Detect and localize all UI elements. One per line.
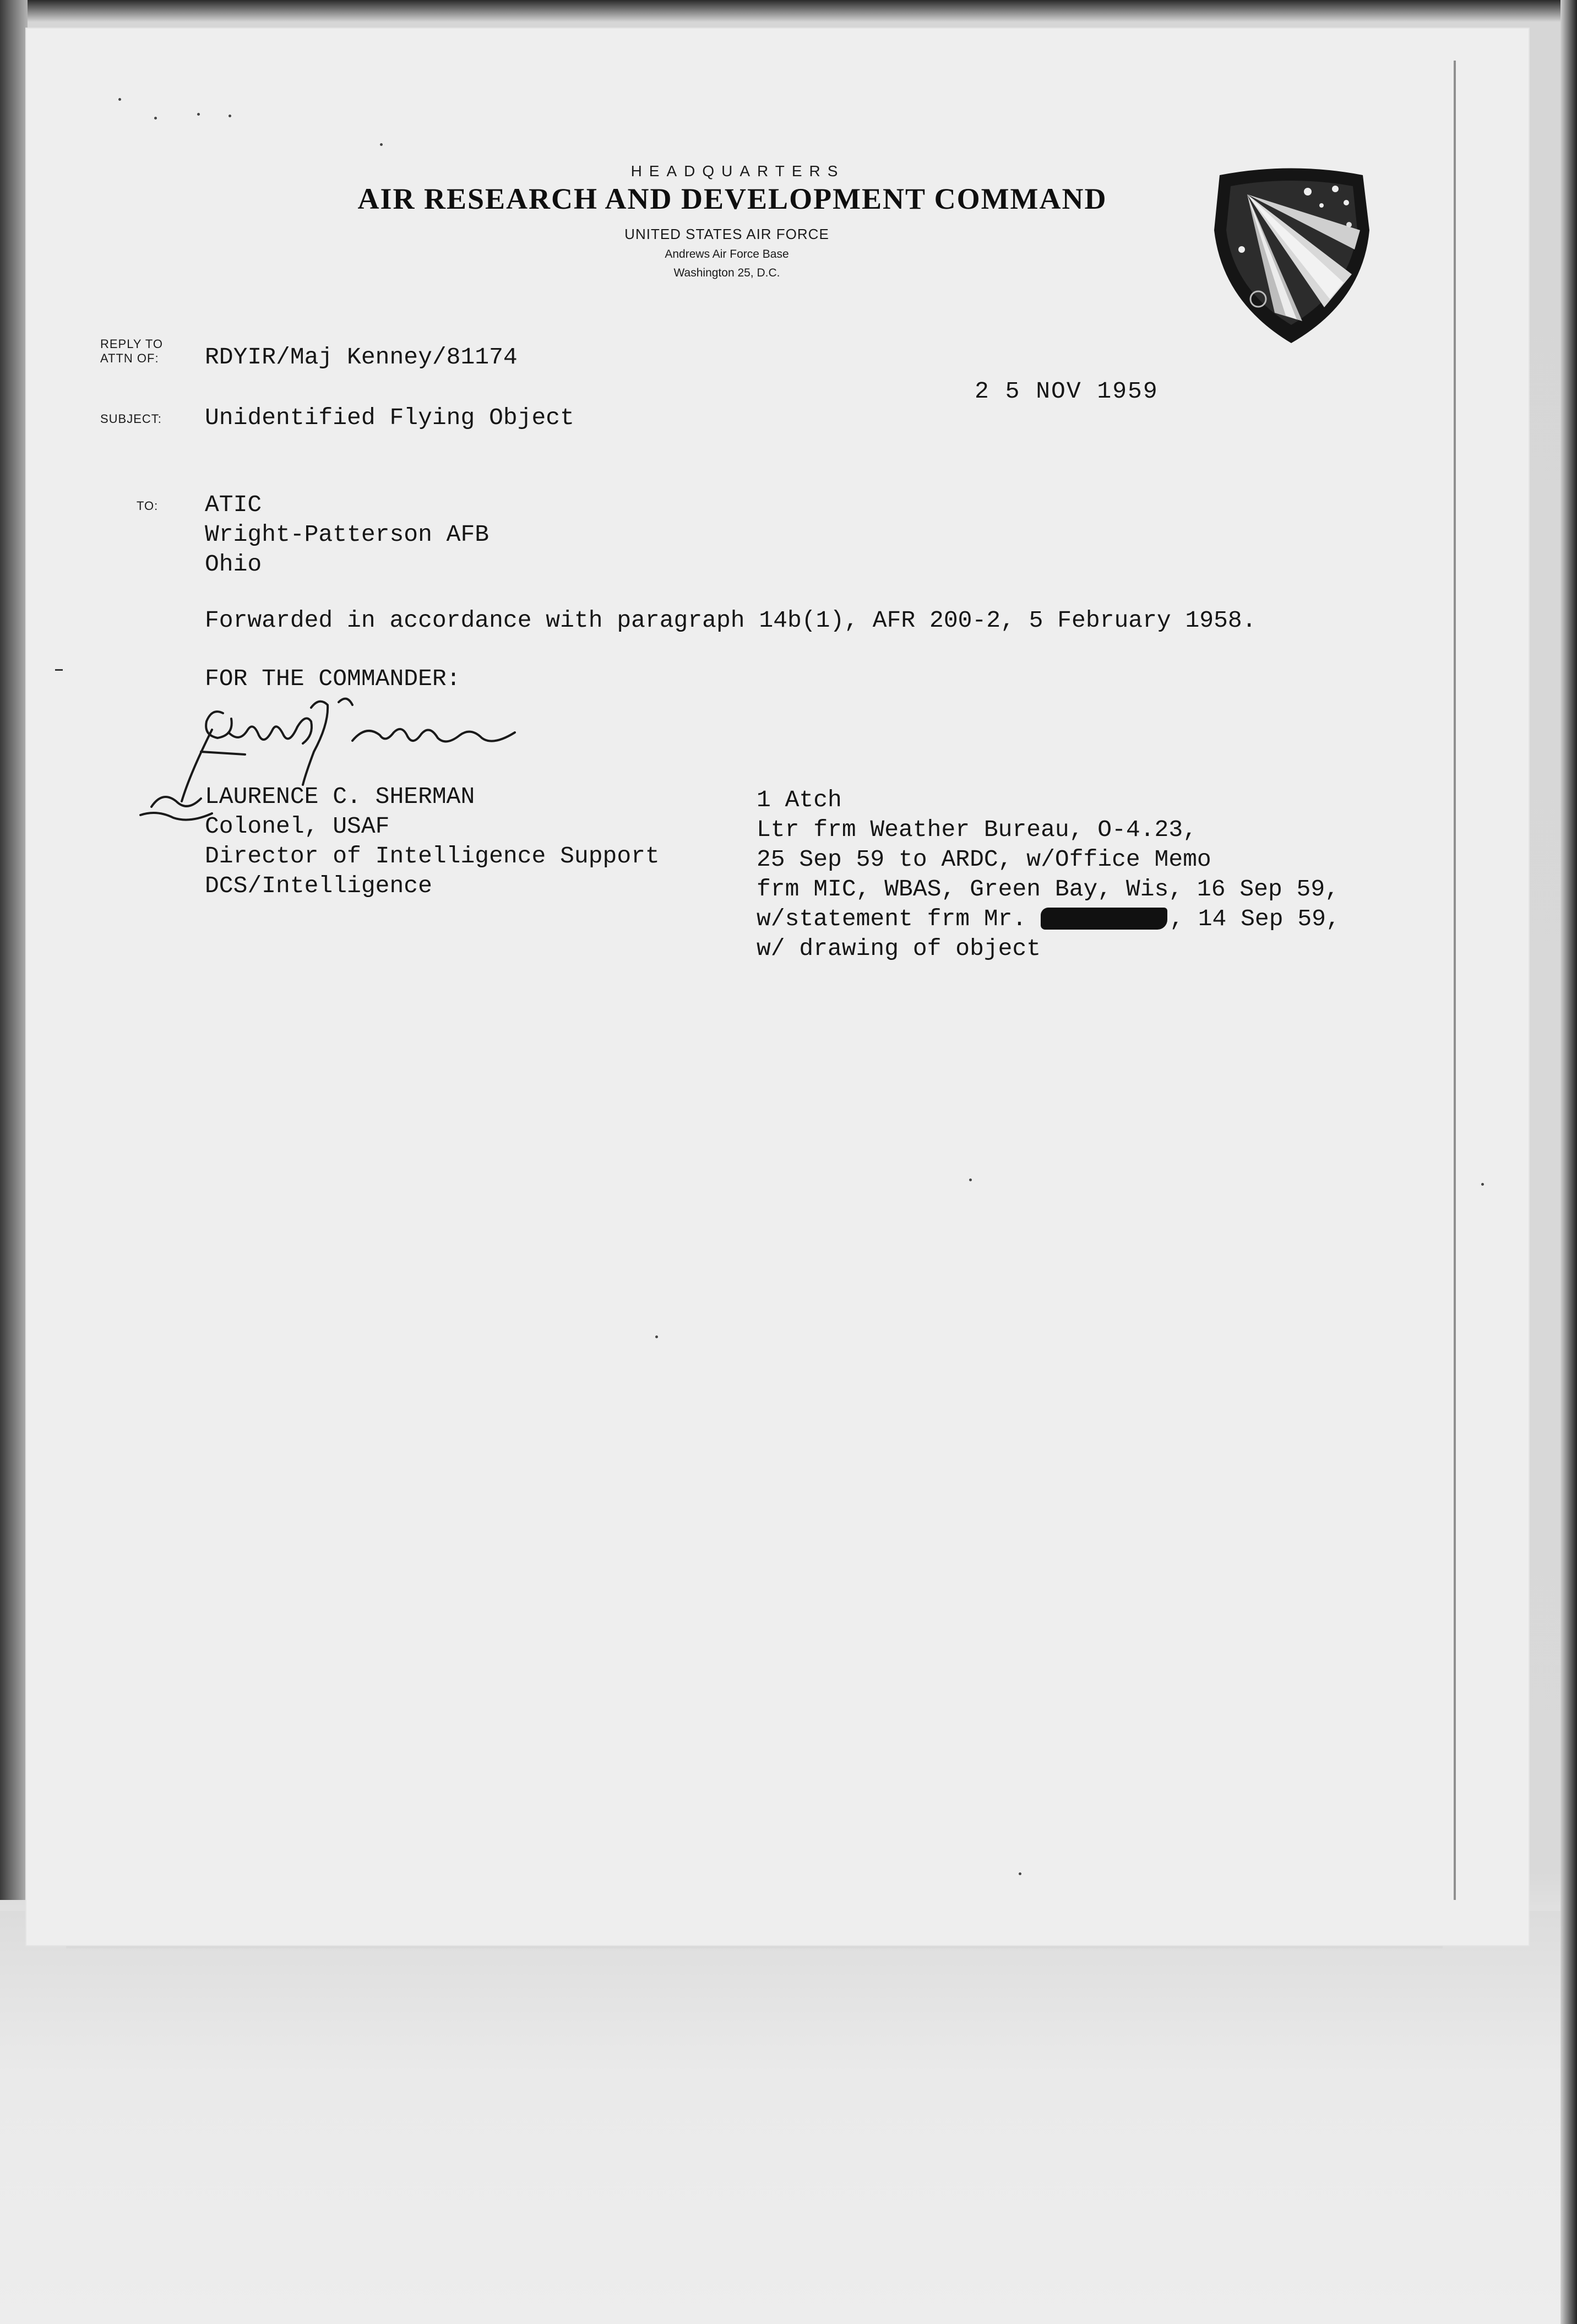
scan-lower-area (0, 1911, 1577, 2324)
addressee-line: Ohio (205, 551, 262, 578)
forwarding-statement: Forwarded in accordance with paragraph 14b(1), AFR 200-2, 5 February 1958. (205, 607, 1257, 634)
letterhead-command-title: AIR RESEARCH AND DEVELOPMENT COMMAND (357, 182, 1107, 215)
letterhead-base: Andrews Air Force Base (665, 248, 789, 260)
reply-to-label-line1: REPLY TO (100, 337, 163, 351)
for-the-commander: FOR THE COMMANDER: (205, 665, 461, 692)
letterhead-branch: UNITED STATES AIR FORCE (624, 226, 829, 242)
addressee-line: Wright-Patterson AFB (205, 521, 490, 548)
attachment-line-prefix: w/statement frm Mr. (757, 905, 1027, 932)
document-date: 2 5 NOV 1959 (975, 378, 1159, 405)
attachment-line-redacted (757, 904, 1340, 934)
letterhead-city: Washington 25, D.C. (673, 267, 780, 279)
to-label: TO: (137, 499, 159, 513)
attachment-line: 1 Atch (757, 786, 842, 813)
reply-to-label (100, 337, 188, 366)
signer-name: LAURENCE C. SHERMAN (205, 783, 475, 810)
attachment-line: Ltr frm Weather Bureau, O-4.23, (757, 816, 1197, 843)
subject-label: SUBJECT: (100, 412, 162, 426)
air-force-shield-seal-icon (1209, 164, 1374, 346)
addressee-line: ATIC (205, 491, 262, 518)
signer-rank: Colonel, USAF (205, 813, 390, 840)
paper-fold-line (1454, 61, 1456, 1900)
attachment-line: frm MIC, WBAS, Green Bay, Wis, 16 Sep 59, (757, 876, 1339, 903)
signer-office: DCS/Intelligence (205, 872, 432, 899)
attachment-line-suffix: , 14 Sep 59, (1170, 905, 1340, 932)
scan-left-edge (0, 0, 28, 1900)
scan-right-edge (1560, 0, 1577, 2324)
reply-to-label-line2: ATTN OF: (100, 351, 159, 365)
signature-block (205, 782, 660, 901)
attachment-line: w/ drawing of object (757, 935, 1041, 962)
letterhead-headquarters: HEADQUARTERS (630, 162, 845, 180)
subject-value: Unidentified Flying Object (205, 404, 574, 431)
margin-mark (55, 669, 63, 671)
signer-title: Director of Intelligence Support (205, 843, 660, 870)
addressee-block (205, 490, 489, 579)
redaction-mark (1041, 908, 1167, 930)
attachment-block (757, 785, 1340, 964)
reply-to-value: RDYIR/Maj Kenney/81174 (205, 344, 518, 371)
attachment-line: 25 Sep 59 to ARDC, w/Office Memo (757, 846, 1211, 873)
